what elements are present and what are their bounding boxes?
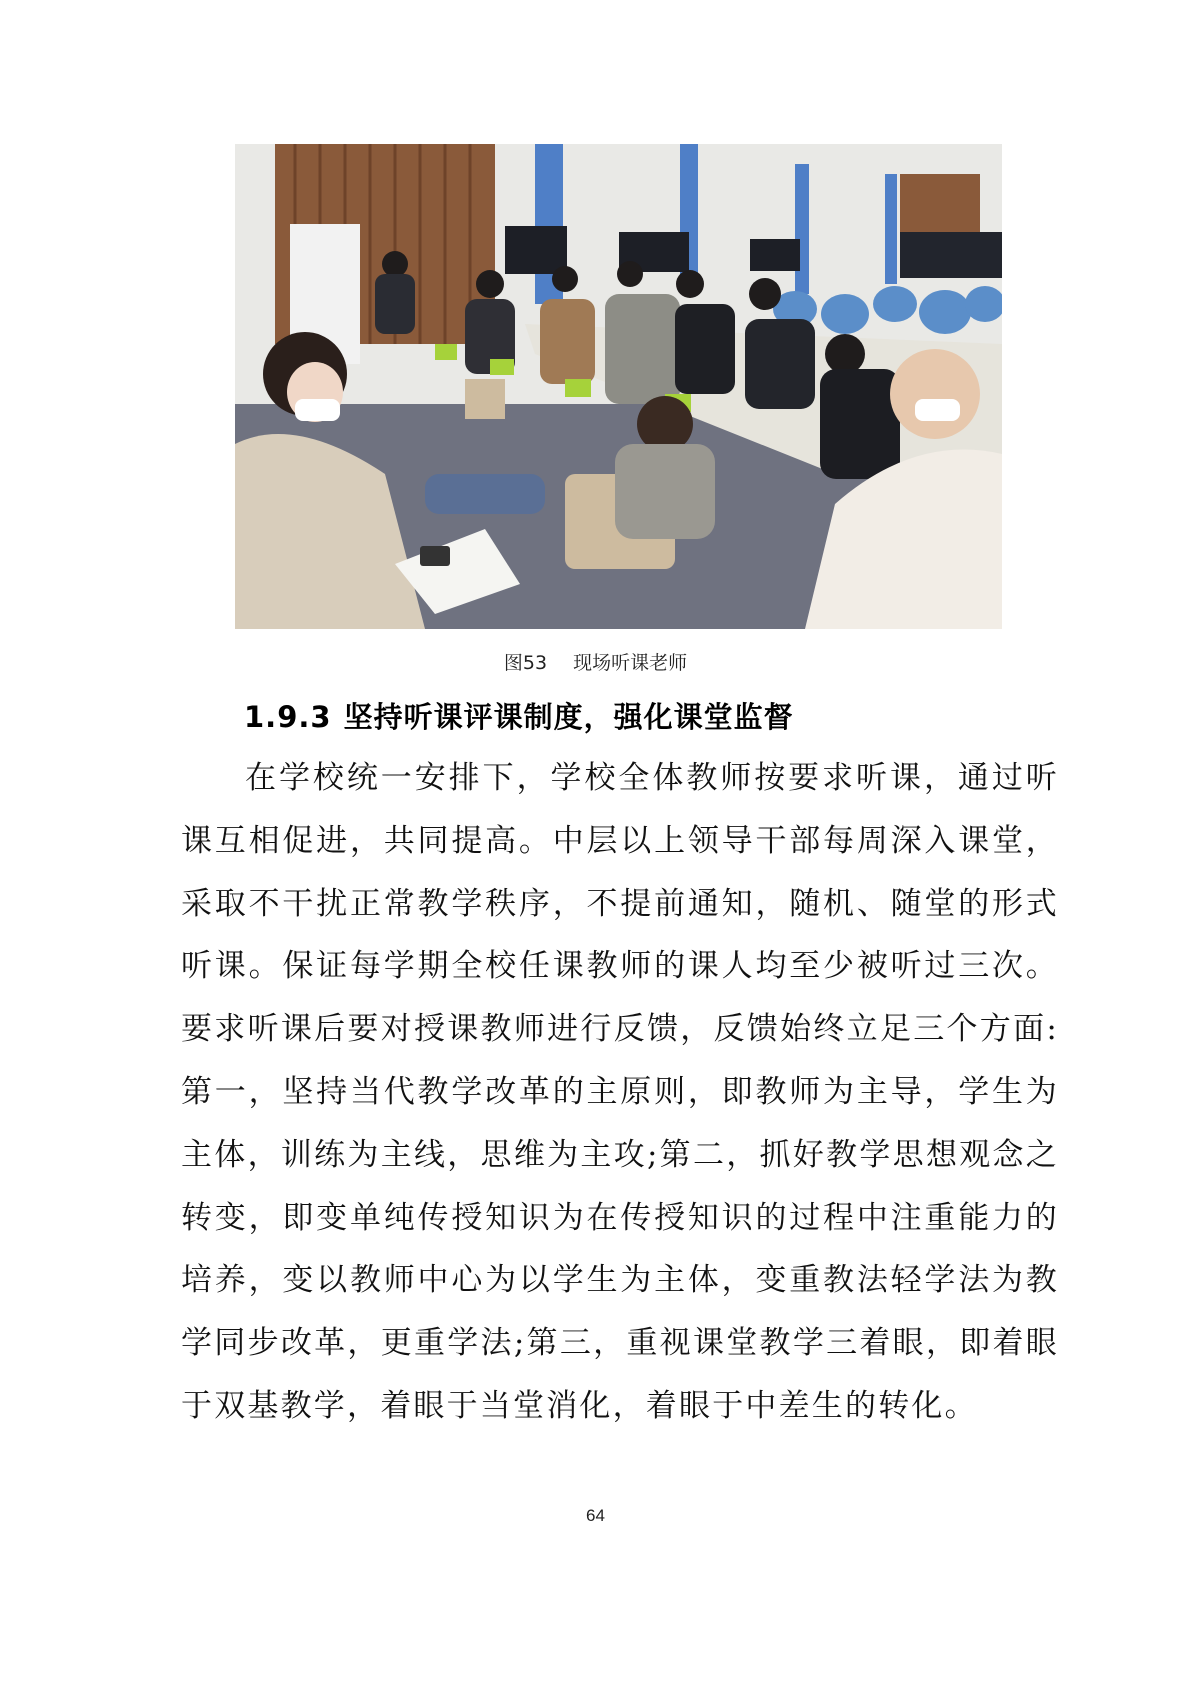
figure-caption bbox=[0, 648, 1191, 675]
section-title: 坚持听课评课制度，强化课堂监督 bbox=[343, 700, 794, 734]
figure-number: 图53 bbox=[503, 652, 548, 674]
section-number: 1.9.3 bbox=[244, 700, 332, 734]
page-number: 64 bbox=[586, 1506, 605, 1525]
body-paragraph: 在学校统一安排下，学校全体教师按要求听课，通过听课互相促进，共同提高。中层以上领导干部每周深入课堂，采取不干扰正常教学秩序，不提前通知，随机、随堂的形式听课。保证每学期全校任课教师的课人均至少被听过三次。要求听课后要对授课教师进行反馈，反馈始终立足三个方面:第一，坚持当代教学改革的主原则，即教师为主导，学生为主体，训练为主线，思维为主攻;第二，抓好教学思想观念之转变，即变单纯传授知识为在传授知识的过程中注重能力的培养，变以教师中心为以学生为主体，变重教法轻学法为教学同步改革，更重学法;第三，重视课堂教学三着眼，即着眼于双基教学，着眼于当堂消化，着眼于中差生的转化。 bbox=[181, 760, 1059, 1424]
classroom-observation-photo bbox=[235, 144, 1002, 629]
figure-title: 现场听课老师 bbox=[573, 652, 688, 674]
section-heading bbox=[244, 695, 794, 736]
